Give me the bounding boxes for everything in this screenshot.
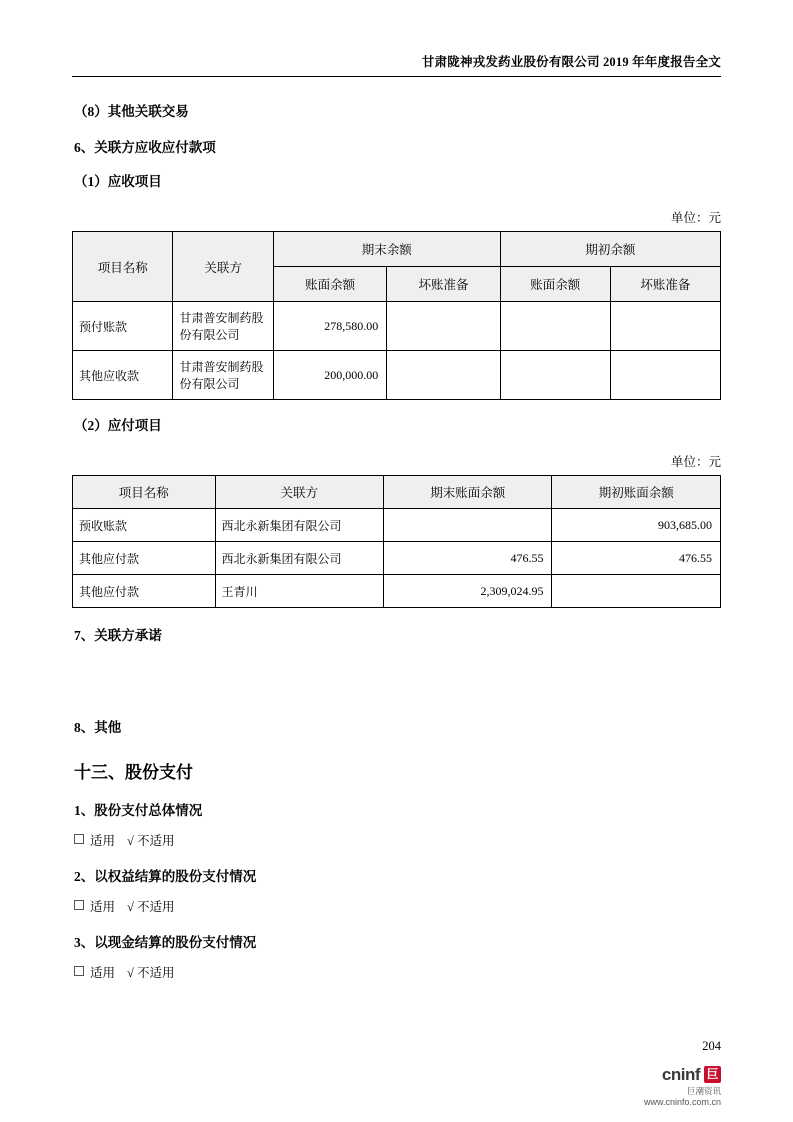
cell-begin-book: 903,685.00 bbox=[552, 509, 721, 542]
cell-end-book: 476.55 bbox=[384, 542, 552, 575]
cell-related-party: 西北永新集团有限公司 bbox=[215, 542, 383, 575]
page-number: 204 bbox=[702, 1039, 721, 1053]
checkbox-icon[interactable] bbox=[74, 900, 84, 910]
checkbox-icon[interactable] bbox=[74, 834, 84, 844]
cell-related-party: 甘肃普安制药股份有限公司 bbox=[173, 351, 273, 400]
table-row bbox=[73, 351, 721, 400]
table-header-row bbox=[73, 232, 721, 267]
heading-other-related-transactions: （8）其他关联交易 bbox=[74, 104, 189, 119]
cell-item-name: 其他应付款 bbox=[73, 575, 216, 608]
cell-end-book: 278,580.00 bbox=[273, 302, 386, 351]
th-end-book-balance: 账面余额 bbox=[273, 267, 386, 302]
cell-item-name: 其他应付款 bbox=[73, 542, 216, 575]
footer-logo bbox=[644, 1064, 721, 1108]
cninfo-mark-icon: 巨 bbox=[704, 1066, 721, 1083]
applicable-label: 适用 bbox=[90, 966, 116, 980]
logo-chinese-name: 巨潮资讯 bbox=[686, 1086, 721, 1097]
cell-end-bad bbox=[387, 302, 500, 351]
cell-item-name: 其他应收款 bbox=[73, 351, 173, 400]
header-divider bbox=[72, 76, 721, 77]
cell-related-party: 王青川 bbox=[215, 575, 383, 608]
cell-begin-book bbox=[500, 302, 610, 351]
heading-section-6-2: （2）应付项目 bbox=[74, 418, 162, 433]
th-begin-bad-debt: 坏账准备 bbox=[610, 267, 720, 302]
heading-section-13: 十三、股份支付 bbox=[74, 763, 193, 782]
applicability-line-1 bbox=[72, 831, 721, 849]
spacer bbox=[72, 644, 721, 700]
th-begin-book-balance: 期初账面余额 bbox=[552, 476, 721, 509]
cell-begin-book: 476.55 bbox=[552, 542, 721, 575]
table-row bbox=[73, 575, 721, 608]
heading-section-7: 7、关联方承诺 bbox=[74, 628, 162, 643]
cell-related-party: 甘肃普安制药股份有限公司 bbox=[173, 302, 273, 351]
heading-section-13-2: 2、以权益结算的股份支付情况 bbox=[74, 869, 257, 884]
table-row bbox=[73, 302, 721, 351]
table-payable-items bbox=[72, 475, 721, 608]
page-content bbox=[72, 86, 721, 981]
logo-row bbox=[644, 1064, 721, 1085]
cell-begin-bad bbox=[610, 302, 720, 351]
table-row bbox=[73, 542, 721, 575]
cninfo-wordmark: cninf bbox=[661, 1064, 700, 1084]
cell-end-book: 200,000.00 bbox=[273, 351, 386, 400]
logo-url: www.cninfo.com.cn bbox=[643, 1096, 721, 1107]
not-applicable-label: √ 不适用 bbox=[127, 966, 175, 980]
not-applicable-label: √ 不适用 bbox=[127, 834, 175, 848]
th-begin-book-balance: 账面余额 bbox=[500, 267, 610, 302]
cell-begin-book bbox=[500, 351, 610, 400]
th-related-party: 关联方 bbox=[215, 476, 383, 509]
table-receivable-items bbox=[72, 231, 721, 400]
th-end-bad-debt: 坏账准备 bbox=[387, 267, 500, 302]
applicable-label: 适用 bbox=[90, 900, 116, 914]
cell-related-party: 西北永新集团有限公司 bbox=[215, 509, 383, 542]
cell-item-name: 预付账款 bbox=[73, 302, 173, 351]
checkbox-icon[interactable] bbox=[74, 966, 84, 976]
heading-section-6-1: （1）应收项目 bbox=[74, 174, 162, 189]
applicability-line-3 bbox=[72, 963, 721, 981]
cell-end-book: 2,309,024.95 bbox=[384, 575, 552, 608]
page-header: 甘肃陇神戎发药业股份有限公司 2019 年年度报告全文 bbox=[421, 55, 721, 69]
heading-section-13-3: 3、以现金结算的股份支付情况 bbox=[74, 935, 257, 950]
heading-section-6: 6、关联方应收应付款项 bbox=[74, 140, 216, 155]
unit-label-payable: 单位：元 bbox=[670, 455, 721, 469]
unit-label-receivable: 单位：元 bbox=[670, 211, 721, 225]
heading-section-13-1: 1、股份支付总体情况 bbox=[74, 803, 203, 818]
cell-item-name: 预收账款 bbox=[73, 509, 216, 542]
cell-end-book bbox=[384, 509, 552, 542]
not-applicable-label: √ 不适用 bbox=[127, 900, 175, 914]
th-end-balance: 期末余额 bbox=[273, 232, 500, 267]
cell-end-bad bbox=[387, 351, 500, 400]
cell-begin-bad bbox=[610, 351, 720, 400]
applicable-label: 适用 bbox=[90, 834, 116, 848]
cell-begin-book bbox=[552, 575, 721, 608]
table-header-row bbox=[73, 476, 721, 509]
th-item-name: 项目名称 bbox=[73, 476, 216, 509]
applicability-line-2 bbox=[72, 897, 721, 915]
th-item-name: 项目名称 bbox=[73, 232, 173, 302]
th-begin-balance: 期初余额 bbox=[500, 232, 720, 267]
th-related-party: 关联方 bbox=[173, 232, 273, 302]
th-end-book-balance: 期末账面余额 bbox=[384, 476, 552, 509]
table-row bbox=[73, 509, 721, 542]
heading-section-8: 8、其他 bbox=[74, 720, 122, 735]
